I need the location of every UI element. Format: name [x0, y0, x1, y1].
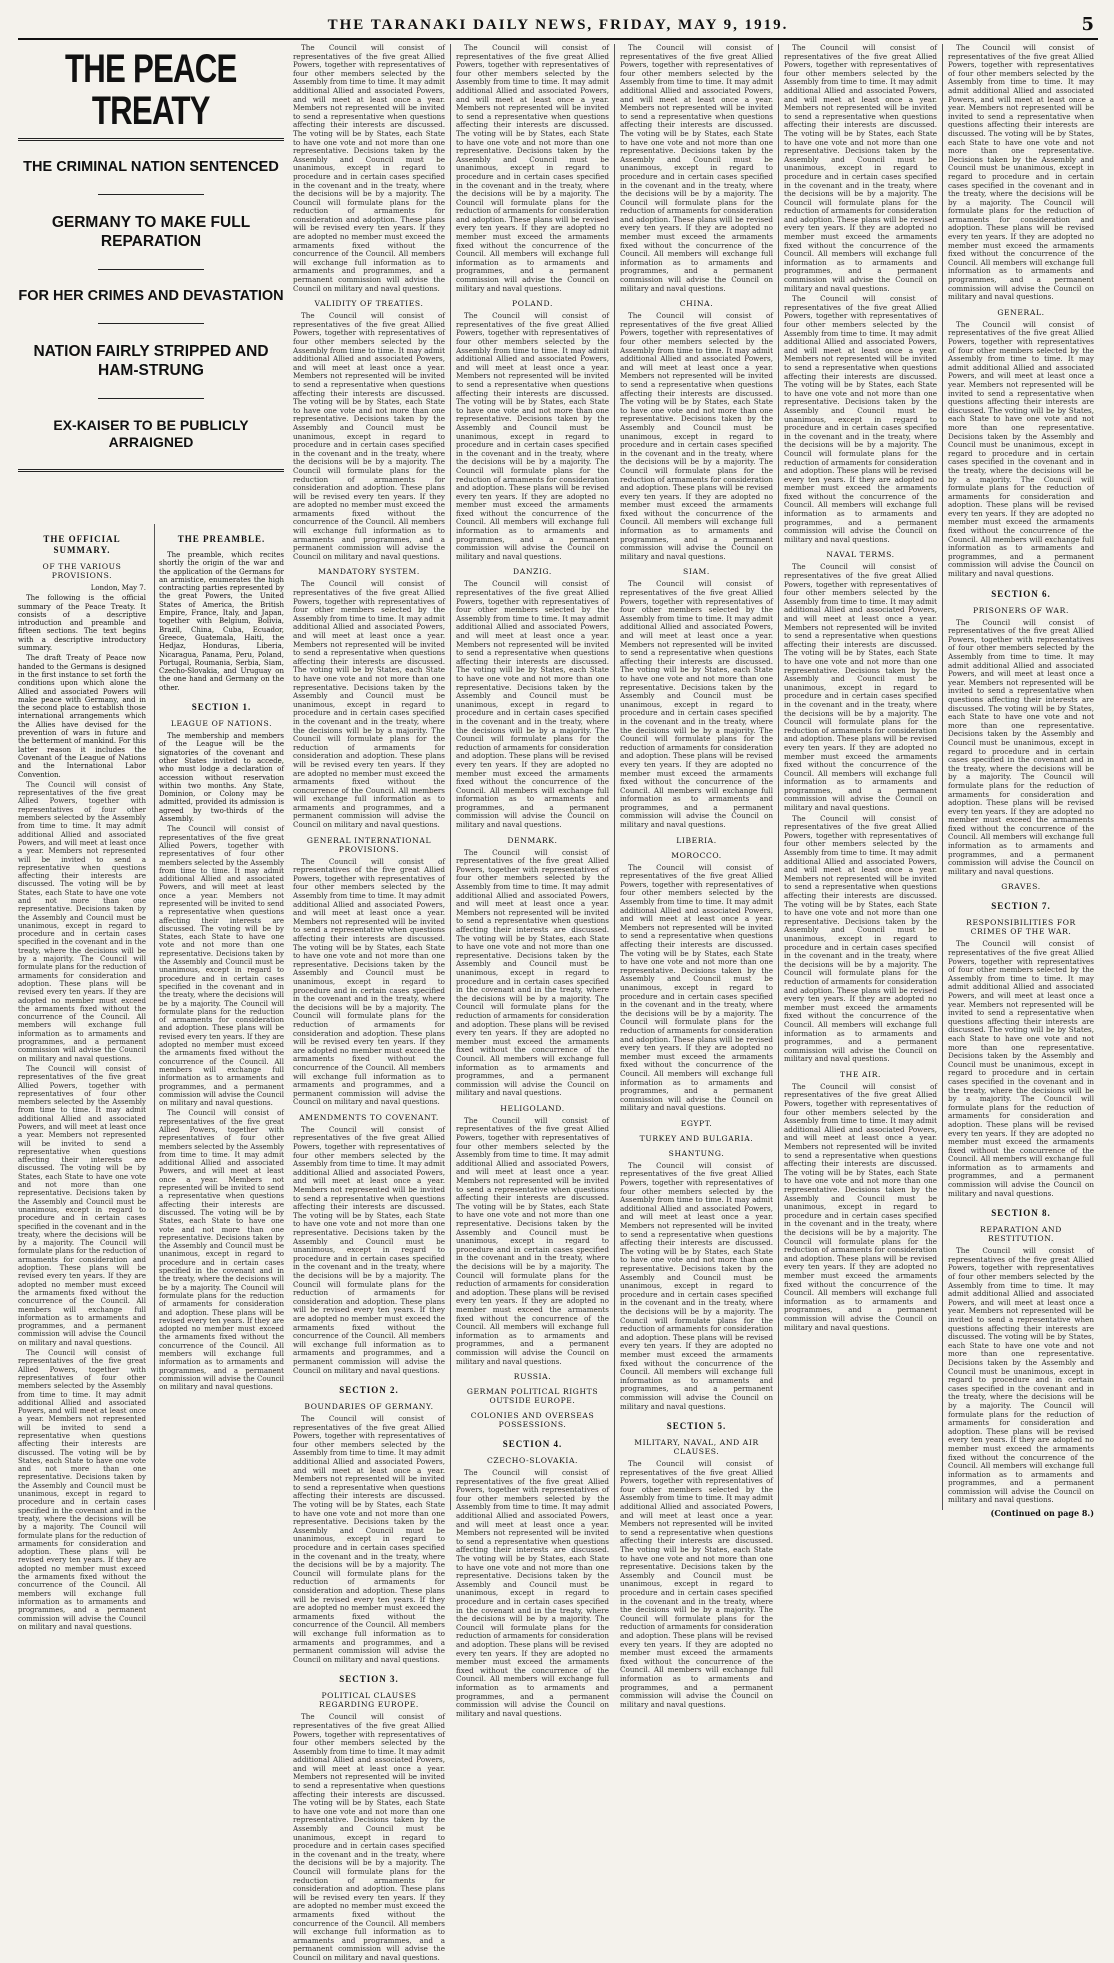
- paragraph: The Council will consist of representatives of the five great Allied Powers, together with representatives of four other members selected by the Assembly from time to time. It may admit additional Allied and associated Powers, and will meet at least once a year. Members not represented will be invited to send a representative when questions affecting their interests are discussed. The voting will be by States, each State to have one vote and not more than one representative. Decisions taken by the Assembly and Council must be unanimous, except in regard to procedure and in certain cases specified in the covenant and in the treaty, where the decisions will be by a majority. The Council will formulate plans for the reduction of armaments for consideration and adoption. These plans will be revised every ten years. If they are adopted no member must exceed the armaments fixed without the concurrence of the Council. All members will exchange full information as to armaments and programmes, and a permanent commission will advise the Council on military and naval questions.: [456, 847, 609, 1098]
- section-heading: REPARATION AND RESTITUTION.: [980, 1225, 1062, 1244]
- paragraph: The Council will consist of representatives of the five great Allied Powers, together with representatives of four other members selected by the Assembly from time to time. It may admit additional Allied and associated Powers, and will meet at least once a year. Members not represented will be invited to send a representative when questions affecting their interests are discussed. The voting will be by States, each State to have one vote and not more than one representative. Decisions taken by the Assembly and Council must be unanimous, except in regard to procedure and in certain cases specified in the covenant and in the treaty, where the decisions will be by a majority. The Council will formulate plans for the reduction of armaments for consideration and adoption. These plans will be revised every ten years. If they are adopted no member must exceed the armaments fixed without the concurrence of the Council. All members will exchange full information as to armaments and programmes, and a permanent commission will advise the Council on military and naval questions.: [456, 1468, 609, 1718]
- section-heading: POLITICAL CLAUSES REGARDING EUROPE.: [319, 1691, 419, 1710]
- section-heading: SECTION 8.: [991, 1208, 1051, 1219]
- preamble-head: THE PREAMBLE.: [177, 534, 266, 544]
- section-heading: NAVAL TERMS.: [826, 550, 895, 560]
- column-3: [288, 43, 450, 1962]
- paragraph: The Council will consist of representatives of the five great Allied Powers, together with representatives of four other members selected by the Assembly from time to time. It may admit additional Allied and associated Powers, and will meet at least once a year. Members not represented will be invited to send a representative when questions affecting their interests are discussed. The voting will be by States, each State to have one vote and not more than one representative. Decisions taken by the Assembly and Council must be unanimous, except in regard to procedure and in certain cases specified in the covenant and in the treaty, where the decisions will be by a majority. The Council will formulate plans for the reduction of armaments for consideration and adoption. These plans will be revised every ten years. If they are adopted no member must exceed the armaments fixed without the concurrence of the Council. All members will exchange full information as to armaments and programmes, and a permanent commission will advise the Council on military and naval questions.: [784, 294, 937, 544]
- section-heading: PRISONERS OF WAR.: [973, 605, 1069, 615]
- paragraph: The Council will consist of representatives of the five great Allied Powers, together with representatives of four other members selected by the Assembly from time to time. It may admit additional Allied and associated Powers, and will meet at least once a year. Members not represented will be invited to send a representative when questions affecting their interests are discussed. The voting will be by States, each State to have one vote and not more than one representative. Decisions taken by the Assembly and Council must be unanimous, except in regard to procedure and in certain cases specified in the covenant and in the treaty, where the decisions will be by a majority. The Council will formulate plans for the reduction of armaments for consideration and adoption. These plans will be revised every ten years. If they are adopted no member must exceed the armaments fixed without the concurrence of the Council. All members will exchange full information as to armaments and programmes, and a permanent commission will advise the Council on military and naval questions.: [620, 43, 773, 293]
- divider: [18, 469, 284, 472]
- sub-headline-5: EX-KAISER TO BE PUBLICLY ARRAIGNED: [53, 417, 249, 450]
- continued-notice: (Continued on page 8.): [990, 1508, 1094, 1519]
- sub-headline-2: GERMANY TO MAKE FULL REPARATION: [51, 214, 251, 250]
- column-5: [614, 43, 778, 1709]
- section-heading: AMENDMENTS TO COVENANT.: [299, 1112, 439, 1122]
- divider: [18, 138, 284, 141]
- divider: [98, 398, 204, 399]
- section-heading: DANZIG.: [513, 567, 552, 577]
- section-heading: CHINA.: [679, 299, 714, 309]
- paragraph: The Council will consist of representatives of the five great Allied Powers, together with representatives of four other members selected by the Assembly from time to time. It may admit additional Allied and associated Powers, and will meet at least once a year. Members not represented will be invited to send a representative when questions affecting their interests are discussed. The voting will be by States, each State to have one vote and not more than one representative. Decisions taken by the Assembly and Council must be unanimous, except in regard to procedure and in certain cases specified in the covenant and in the treaty, where the decisions will be by a majority. The Council will formulate plans for the reduction of armaments for consideration and adoption. These plans will be revised every ten years. If they are adopted no member must exceed the armaments fixed without the concurrence of the Council. All members will exchange full information as to armaments and programmes, and a permanent commission will advise the Council on military and naval questions.: [948, 1246, 1094, 1505]
- section-heading: MOROCCO.: [671, 850, 722, 860]
- divider: [98, 269, 204, 270]
- paragraph: The Council will consist of representatives of the five great Allied Powers, together with representatives of four other members selected by the Assembly from time to time. It may admit additional Allied and associated Powers, and will meet at least once a year. Members not represented will be invited to send a representative when questions affecting their interests are discussed. The voting will be by States, each State to have one vote and not more than one representative. Decisions taken by the Assembly and Council must be unanimous, except in regard to procedure and in certain cases specified in the covenant and in the treaty, where the decisions will be by a majority. The Council will formulate plans for the reduction of armaments for consideration and adoption. These plans will be revised every ten years. If they are adopted no member must exceed the armaments fixed without the concurrence of the Council. All members will exchange full information as to armaments and programmes, and a permanent commission will advise the Council on military and naval questions.: [784, 1081, 937, 1332]
- section-heading: HELIGOLAND.: [500, 1103, 565, 1113]
- paragraph: The Council will consist of representatives of the five great Allied Powers, together with representatives of four other members selected by the Assembly from time to time. It may admit additional Allied and associated Powers, and will meet at least once a year. Members not represented will be invited to send a representative when questions affecting their interests are discussed. The voting will be by States, each State to have one vote and not more than one representative. Decisions taken by the Assembly and Council must be unanimous, except in regard to procedure and in certain cases specified in the covenant and in the treaty, where the decisions will be by a majority. The Council will formulate plans for the reduction of armaments for consideration and adoption. These plans will be revised every ten years. If they are adopted no member must exceed the armaments fixed without the concurrence of the Council. All members will exchange full information as to armaments and programmes, and a permanent commission will advise the Council on military and naval questions.: [293, 311, 445, 561]
- paragraph: The Council will consist of representatives of the five great Allied Powers, together with representatives of four other members selected by the Assembly from time to time. It may admit additional Allied and associated Powers, and will meet at least once a year. Members not represented will be invited to send a representative when questions affecting their interests are discussed. The voting will be by States, each State to have one vote and not more than one representative. Decisions taken by the Assembly and Council must be unanimous, except in regard to procedure and in certain cases specified in the covenant and in the treaty, where the decisions will be by a majority. The Council will formulate plans for the reduction of armaments for consideration and adoption. These plans will be revised every ten years. If they are adopted no member must exceed the armaments fixed without the concurrence of the Council. All members will exchange full information as to armaments and programmes, and a permanent commission will advise the Council on military and naval questions.: [784, 562, 937, 813]
- section-heading: MILITARY, NAVAL, AND AIR CLAUSES.: [634, 1438, 759, 1457]
- section-heading: BOUNDARIES OF GERMANY.: [304, 1402, 434, 1412]
- summary-head: THE OFFICIAL SUMMARY.: [43, 534, 121, 555]
- paragraph: The Council will consist of representatives of the five great Allied Powers, together with representatives of four other members selected by the Assembly from time to time. It may admit additional Allied and associated Powers, and will meet at least once a year. Members not represented will be invited to send a representative when questions affecting their interests are discussed. The voting will be by States, each State to have one vote and not more than one representative. Decisions taken by the Assembly and Council must be unanimous, except in regard to procedure and in certain cases specified in the covenant and in the treaty, where the decisions will be by a majority. The Council will formulate plans for the reduction of armaments for consideration and adoption. These plans will be revised every ten years. If they are adopted no member must exceed the armaments fixed without the concurrence of the Council. All members will exchange full information as to armaments and programmes, and a permanent commission will advise the Council on military and naval questions.: [948, 939, 1094, 1198]
- paragraph: The preamble, which recites shortly the origin of the war and the application of the Germans for an armistice, enumerates the high contracting parties represented by the great Powers, the United States of America, the British Empire, France, Italy, and Japan, together with Belgium, Bolivia, Brazil, China, Cuba, Ecuador, Greece, Guatemala, Haiti, the Hedjaz, Honduras, Liberia, Nicaragua, Panama, Peru, Poland, Portugal, Roumania, Serbia, Siam, Czecho-Slovakia, and Uruguay on the one hand and Germany on the other.: [159, 551, 284, 692]
- section-heading: SECTION 7.: [991, 901, 1051, 912]
- column-2-body: [154, 524, 284, 1510]
- section-heading: SECTION 5.: [666, 1421, 727, 1432]
- column-7: [942, 43, 1098, 1519]
- paragraph: The Council will consist of representatives of the five great Allied Powers, together with representatives of four other members selected by the Assembly from time to time. It may admit additional Allied and associated Powers, and will meet at least once a year. Members not represented will be invited to send a representative when questions affecting their interests are discussed. The voting will be by States, each State to have one vote and not more than one representative. Decisions taken by the Assembly and Council must be unanimous, except in regard to procedure and in certain cases specified in the covenant and in the treaty, where the decisions will be by a majority. The Council will formulate plans for the reduction of armaments for consideration and adoption. These plans will be revised every ten years. If they are adopted no member must exceed the armaments fixed without the concurrence of the Council. All members will exchange full information as to armaments and programmes, and a permanent commission will advise the Council on military and naval questions.: [293, 1414, 445, 1664]
- paragraph: The Council will consist of representatives of the five great Allied Powers, together with representatives of four other members selected by the Assembly from time to time. It may admit additional Allied and associated Powers, and will meet at least once a year. Members not represented will be invited to send a representative when questions affecting their interests are discussed. The voting will be by States, each State to have one vote and not more than one representative. Decisions taken by the Assembly and Council must be unanimous, except in regard to procedure and in certain cases specified in the covenant and in the treaty, where the decisions will be by a majority. The Council will formulate plans for the reduction of armaments for consideration and adoption. These plans will be revised every ten years. If they are adopted no member must exceed the armaments fixed without the concurrence of the Council. All members will exchange full information as to armaments and programmes, and a permanent commission will advise the Council on military and naval questions.: [159, 1109, 284, 1392]
- paragraph: The Council will consist of representatives of the five great Allied Powers, together with representatives of four other members selected by the Assembly from time to time. It may admit additional Allied and associated Powers, and will meet at least once a year. Members not represented will be invited to send a representative when questions affecting their interests are discussed. The voting will be by States, each State to have one vote and not more than one representative. Decisions taken by the Assembly and Council must be unanimous, except in regard to procedure and in certain cases specified in the covenant and in the treaty, where the decisions will be by a majority. The Council will formulate plans for the reduction of armaments for consideration and adoption. These plans will be revised every ten years. If they are adopted no member must exceed the armaments fixed without the concurrence of the Council. All members will exchange full information as to armaments and programmes, and a permanent commission will advise the Council on military and naval questions.: [784, 813, 937, 1064]
- paragraph: The Council will consist of representatives of the five great Allied Powers, together with representatives of four other members selected by the Assembly from time to time. It may admit additional Allied and associated Powers, and will meet at least once a year. Members not represented will be invited to send a representative when questions affecting their interests are discussed. The voting will be by States, each State to have one vote and not more than one representative. Decisions taken by the Assembly and Council must be unanimous, except in regard to procedure and in certain cases specified in the covenant and in the treaty, where the decisions will be by a majority. The Council will formulate plans for the reduction of armaments for consideration and adoption. These plans will be revised every ten years. If they are adopted no member must exceed the armaments fixed without the concurrence of the Council. All members will exchange full information as to armaments and programmes, and a permanent commission will advise the Council on military and naval questions.: [293, 1712, 445, 1962]
- paragraph: The Council will consist of representatives of the five great Allied Powers, together with representatives of four other members selected by the Assembly from time to time. It may admit additional Allied and associated Powers, and will meet at least once a year. Members not represented will be invited to send a representative when questions affecting their interests are discussed. The voting will be by States, each State to have one vote and not more than one representative. Decisions taken by the Assembly and Council must be unanimous, except in regard to procedure and in certain cases specified in the covenant and in the treaty, where the decisions will be by a majority. The Council will formulate plans for the reduction of armaments for consideration and adoption. These plans will be revised every ten years. If they are adopted no member must exceed the armaments fixed without the concurrence of the Council. All members will exchange full information as to armaments and programmes, and a permanent commission will advise the Council on military and naval questions.: [620, 862, 773, 1113]
- paragraph: The Council will consist of representatives of the five great Allied Powers, together with representatives of four other members selected by the Assembly from time to time. It may admit additional Allied and associated Powers, and will meet at least once a year. Members not represented will be invited to send a representative when questions affecting their interests are discussed. The voting will be by States, each State to have one vote and not more than one representative. Decisions taken by the Assembly and Council must be unanimous, except in regard to procedure and in certain cases specified in the covenant and in the treaty, where the decisions will be by a majority. The Council will formulate plans for the reduction of armaments for consideration and adoption. These plans will be revised every ten years. If they are adopted no member must exceed the armaments fixed without the concurrence of the Council. All members will exchange full information as to armaments and programmes, and a permanent commission will advise the Council on military and naval questions.: [18, 1064, 146, 1347]
- paragraph: The Council will consist of representatives of the five great Allied Powers, together with representatives of four other members selected by the Assembly from time to time. It may admit additional Allied and associated Powers, and will meet at least once a year. Members not represented will be invited to send a representative when questions affecting their interests are discussed. The voting will be by States, each State to have one vote and not more than one representative. Decisions taken by the Assembly and Council must be unanimous, except in regard to procedure and in certain cases specified in the covenant and in the treaty, where the decisions will be by a majority. The Council will formulate plans for the reduction of armaments for consideration and adoption. These plans will be revised every ten years. If they are adopted no member must exceed the armaments fixed without the concurrence of the Council. All members will exchange full information as to armaments and programmes, and a permanent commission will advise the Council on military and naval questions.: [948, 43, 1094, 302]
- paragraph: The Council will consist of representatives of the five great Allied Powers, together with representatives of four other members selected by the Assembly from time to time. It may admit additional Allied and associated Powers, and will meet at least once a year. Members not represented will be invited to send a representative when questions affecting their interests are discussed. The voting will be by States, each State to have one vote and not more than one representative. Decisions taken by the Assembly and Council must be unanimous, except in regard to procedure and in certain cases specified in the covenant and in the treaty, where the decisions will be by a majority. The Council will formulate plans for the reduction of armaments for consideration and adoption. These plans will be revised every ten years. If they are adopted no member must exceed the armaments fixed without the concurrence of the Council. All members will exchange full information as to armaments and programmes, and a permanent commission will advise the Council on military and naval questions.: [948, 319, 1094, 579]
- section-1-subhead: LEAGUE OF NATIONS.: [170, 719, 273, 729]
- main-headline: THE PEACE TREATY: [65, 47, 237, 133]
- paragraph: The Council will consist of representatives of the five great Allied Powers, together with representatives of four other members selected by the Assembly from time to time. It may admit additional Allied and associated Powers, and will meet at least once a year. Members not represented will be invited to send a representative when questions affecting their interests are discussed. The voting will be by States, each State to have one vote and not more than one representative. Decisions taken by the Assembly and Council must be unanimous, except in regard to procedure and in certain cases specified in the covenant and in the treaty, where the decisions will be by a majority. The Council will formulate plans for the reduction of armaments for consideration and adoption. These plans will be revised every ten years. If they are adopted no member must exceed the armaments fixed without the concurrence of the Council. All members will exchange full information as to armaments and programmes, and a permanent commission will advise the Council on military and naval questions.: [620, 311, 773, 561]
- column-4: [450, 43, 614, 1718]
- section-heading: SECTION 4.: [502, 1439, 563, 1450]
- paragraph: The Council will consist of representatives of the five great Allied Powers, together with representatives of four other members selected by the Assembly from time to time. It may admit additional Allied and associated Powers, and will meet at least once a year. Members not represented will be invited to send a representative when questions affecting their interests are discussed. The voting will be by States, each State to have one vote and not more than one representative. Decisions taken by the Assembly and Council must be unanimous, except in regard to procedure and in certain cases specified in the covenant and in the treaty, where the decisions will be by a majority. The Council will formulate plans for the reduction of armaments for consideration and adoption. These plans will be revised every ten years. If they are adopted no member must exceed the armaments fixed without the concurrence of the Council. All members will exchange full information as to armaments and programmes, and a permanent commission will advise the Council on military and naval questions.: [18, 780, 146, 1063]
- masthead: [18, 12, 1098, 40]
- section-heading: SECTION 2.: [339, 1385, 399, 1396]
- headline-block: [18, 44, 284, 522]
- section-heading: SIAM.: [683, 567, 710, 577]
- section-heading: GENERAL.: [997, 307, 1045, 317]
- section-heading: LIBERIA.: [676, 835, 717, 845]
- paragraph: The Council will consist of representatives of the five great Allied Powers, together with representatives of four other members selected by the Assembly from time to time. It may admit additional Allied and associated Powers, and will meet at least once a year. Members not represented will be invited to send a representative when questions affecting their interests are discussed. The voting will be by States, each State to have one vote and not more than one representative. Decisions taken by the Assembly and Council must be unanimous, except in regard to procedure and in certain cases specified in the covenant and in the treaty, where the decisions will be by a majority. The Council will formulate plans for the reduction of armaments for consideration and adoption. These plans will be revised every ten years. If they are adopted no member must exceed the armaments fixed without the concurrence of the Council. All members will exchange full information as to armaments and programmes, and a permanent commission will advise the Council on military and naval questions.: [293, 579, 445, 830]
- paragraph: The Council will consist of representatives of the five great Allied Powers, together with representatives of four other members selected by the Assembly from time to time. It may admit additional Allied and associated Powers, and will meet at least once a year. Members not represented will be invited to send a representative when questions affecting their interests are discussed. The voting will be by States, each State to have one vote and not more than one representative. Decisions taken by the Assembly and Council must be unanimous, except in regard to procedure and in certain cases specified in the covenant and in the treaty, where the decisions will be by a majority. The Council will formulate plans for the reduction of armaments for consideration and adoption. These plans will be revised every ten years. If they are adopted no member must exceed the armaments fixed without the concurrence of the Council. All members will exchange full information as to armaments and programmes, and a permanent commission will advise the Council on military and naval questions.: [159, 825, 284, 1108]
- column-1-body: [18, 524, 150, 1631]
- paragraph: The Council will consist of representatives of the five great Allied Powers, together with representatives of four other members selected by the Assembly from time to time. It may admit additional Allied and associated Powers, and will meet at least once a year. Members not represented will be invited to send a representative when questions affecting their interests are discussed. The voting will be by States, each State to have one vote and not more than one representative. Decisions taken by the Assembly and Council must be unanimous, except in regard to procedure and in certain cases specified in the covenant and in the treaty, where the decisions will be by a majority. The Council will formulate plans for the reduction of armaments for consideration and adoption. These plans will be revised every ten years. If they are adopted no member must exceed the armaments fixed without the concurrence of the Council. All members will exchange full information as to armaments and programmes, and a permanent commission will advise the Council on military and naval questions.: [293, 856, 445, 1107]
- paragraph: The Council will consist of representatives of the five great Allied Powers, together with representatives of four other members selected by the Assembly from time to time. It may admit additional Allied and associated Powers, and will meet at least once a year. Members not represented will be invited to send a representative when questions affecting their interests are discussed. The voting will be by States, each State to have one vote and not more than one representative. Decisions taken by the Assembly and Council must be unanimous, except in regard to procedure and in certain cases specified in the covenant and in the treaty, where the decisions will be by a majority. The Council will formulate plans for the reduction of armaments for consideration and adoption. These plans will be revised every ten years. If they are adopted no member must exceed the armaments fixed without the concurrence of the Council. All members will exchange full information as to armaments and programmes, and a permanent commission will advise the Council on military and naval questions.: [620, 1160, 773, 1411]
- columns-area: [18, 43, 1098, 1962]
- paragraph: The following is the official summary of the Peace Treaty. It consists of a descriptive introduction and preamble and fifteen sections. The text begins with a descriptive introductory summary.: [18, 594, 146, 653]
- section-heading: COLONIES AND OVERSEAS POSSESSIONS.: [470, 1411, 595, 1430]
- section-heading: SECTION 3.: [339, 1674, 399, 1685]
- section-heading: GRAVES.: [1001, 882, 1041, 892]
- section-heading: POLAND.: [512, 299, 553, 309]
- section-heading: SECTION 6.: [991, 588, 1051, 599]
- page-number: 5: [1081, 14, 1094, 35]
- paragraph: The Council will consist of representatives of the five great Allied Powers, together with representatives of four other members selected by the Assembly from time to time. It may admit additional Allied and associated Powers, and will meet at least once a year. Members not represented will be invited to send a representative when questions affecting their interests are discussed. The voting will be by States, each State to have one vote and not more than one representative. Decisions taken by the Assembly and Council must be unanimous, except in regard to procedure and in certain cases specified in the covenant and in the treaty, where the decisions will be by a majority. The Council will formulate plans for the reduction of armaments for consideration and adoption. These plans will be revised every ten years. If they are adopted no member must exceed the armaments fixed without the concurrence of the Council. All members will exchange full information as to armaments and programmes, and a permanent commission will advise the Council on military and naval questions.: [784, 43, 937, 293]
- section-1-head: SECTION 1.: [191, 702, 252, 713]
- section-heading: EGYPT.: [680, 1118, 713, 1128]
- paragraph: The Council will consist of representatives of the five great Allied Powers, together with representatives of four other members selected by the Assembly from time to time. It may admit additional Allied and associated Powers, and will meet at least once a year. Members not represented will be invited to send a representative when questions affecting their interests are discussed. The voting will be by States, each State to have one vote and not more than one representative. Decisions taken by the Assembly and Council must be unanimous, except in regard to procedure and in certain cases specified in the covenant and in the treaty, where the decisions will be by a majority. The Council will formulate plans for the reduction of armaments for consideration and adoption. These plans will be revised every ten years. If they are adopted no member must exceed the armaments fixed without the concurrence of the Council. All members will exchange full information as to armaments and programmes, and a permanent commission will advise the Council on military and naval questions.: [456, 1115, 609, 1366]
- paragraph: The Council will consist of representatives of the five great Allied Powers, together with representatives of four other members selected by the Assembly from time to time. It may admit additional Allied and associated Powers, and will meet at least once a year. Members not represented will be invited to send a representative when questions affecting their interests are discussed. The voting will be by States, each State to have one vote and not more than one representative. Decisions taken by the Assembly and Council must be unanimous, except in regard to procedure and in certain cases specified in the covenant and in the treaty, where the decisions will be by a majority. The Council will formulate plans for the reduction of armaments for consideration and adoption. These plans will be revised every ten years. If they are adopted no member must exceed the armaments fixed without the concurrence of the Council. All members will exchange full information as to armaments and programmes, and a permanent commission will advise the Council on military and naval questions.: [620, 1459, 773, 1709]
- paragraph: The Council will consist of representatives of the five great Allied Powers, together with representatives of four other members selected by the Assembly from time to time. It may admit additional Allied and associated Powers, and will meet at least once a year. Members not represented will be invited to send a representative when questions affecting their interests are discussed. The voting will be by States, each State to have one vote and not more than one representative. Decisions taken by the Assembly and Council must be unanimous, except in regard to procedure and in certain cases specified in the covenant and in the treaty, where the decisions will be by a majority. The Council will formulate plans for the reduction of armaments for consideration and adoption. These plans will be revised every ten years. If they are adopted no member must exceed the armaments fixed without the concurrence of the Council. All members will exchange full information as to armaments and programmes, and a permanent commission will advise the Council on military and naval questions.: [18, 1349, 146, 1631]
- paragraph: The Council will consist of representatives of the five great Allied Powers, together with representatives of four other members selected by the Assembly from time to time. It may admit additional Allied and associated Powers, and will meet at least once a year. Members not represented will be invited to send a representative when questions affecting their interests are discussed. The voting will be by States, each State to have one vote and not more than one representative. Decisions taken by the Assembly and Council must be unanimous, except in regard to procedure and in certain cases specified in the covenant and in the treaty, where the decisions will be by a majority. The Council will formulate plans for the reduction of armaments for consideration and adoption. These plans will be revised every ten years. If they are adopted no member must exceed the armaments fixed without the concurrence of the Council. All members will exchange full information as to armaments and programmes, and a permanent commission will advise the Council on military and naval questions.: [456, 579, 609, 830]
- section-heading: RESPONSIBILITIES FOR CRIMES OF THE WAR.: [966, 918, 1076, 937]
- dateline: London, May 7.: [90, 584, 146, 592]
- paragraph: The Council will consist of representatives of the five great Allied Powers, together with representatives of four other members selected by the Assembly from time to time. It may admit additional Allied and associated Powers, and will meet at least once a year. Members not represented will be invited to send a representative when questions affecting their interests are discussed. The voting will be by States, each State to have one vote and not more than one representative. Decisions taken by the Assembly and Council must be unanimous, except in regard to procedure and in certain cases specified in the covenant and in the treaty, where the decisions will be by a majority. The Council will formulate plans for the reduction of armaments for consideration and adoption. These plans will be revised every ten years. If they are adopted no member must exceed the armaments fixed without the concurrence of the Council. All members will exchange full information as to armaments and programmes, and a permanent commission will advise the Council on military and naval questions.: [948, 617, 1094, 876]
- section-heading: DENMARK.: [507, 835, 558, 845]
- summary-subhead: OF THE VARIOUS PROVISIONS.: [42, 562, 122, 580]
- divider: [98, 323, 204, 324]
- paragraph: The membership and members of the League will be the signatories of the covenant and other States invited to accede, who must lodge a declaration of accession without reservation within two months. Any State, Dominion, or Colony may be admitted, provided its admission is agreed by two-thirds of the Assembly.: [159, 732, 284, 824]
- column-6: [778, 44, 942, 1510]
- sub-headline-3: FOR HER CRIMES AND DEVASTATION: [18, 288, 284, 304]
- sub-headline-1: THE CRIMINAL NATION SENTENCED: [23, 159, 279, 175]
- section-heading: TURKEY AND BULGARIA.: [639, 1133, 754, 1143]
- paragraph: The draft Treaty of Peace now handed to the Germans is designed in the first instance to set forth the conditions upon which alone the Allied and associated Powers will make peace with Germany, and in the second place to establish those international arrangements which the Allies have devised for the prevention of wars in future and the betterment of mankind. For this latter reason it includes the Covenant of the League of Nations and the International Labor Convention.: [18, 654, 146, 779]
- section-heading: GENERAL INTERNATIONAL PROVISIONS.: [306, 835, 432, 854]
- section-heading: GERMAN POLITICAL RIGHTS OUTSIDE EUROPE.: [466, 1387, 599, 1406]
- section-heading: THE AIR.: [839, 1069, 882, 1079]
- paragraph: The Council will consist of representatives of the five great Allied Powers, together with representatives of four other members selected by the Assembly from time to time. It may admit additional Allied and associated Powers, and will meet at least once a year. Members not represented will be invited to send a representative when questions affecting their interests are discussed. The voting will be by States, each State to have one vote and not more than one representative. Decisions taken by the Assembly and Council must be unanimous, except in regard to procedure and in certain cases specified in the covenant and in the treaty, where the decisions will be by a majority. The Council will formulate plans for the reduction of armaments for consideration and adoption. These plans will be revised every ten years. If they are adopted no member must exceed the armaments fixed without the concurrence of the Council. All members will exchange full information as to armaments and programmes, and a permanent commission will advise the Council on military and naval questions.: [620, 579, 773, 830]
- divider: [98, 194, 204, 195]
- paragraph: The Council will consist of representatives of the five great Allied Powers, together with representatives of four other members selected by the Assembly from time to time. It may admit additional Allied and associated Powers, and will meet at least once a year. Members not represented will be invited to send a representative when questions affecting their interests are discussed. The voting will be by States, each State to have one vote and not more than one representative. Decisions taken by the Assembly and Council must be unanimous, except in regard to procedure and in certain cases specified in the covenant and in the treaty, where the decisions will be by a majority. The Council will formulate plans for the reduction of armaments for consideration and adoption. These plans will be revised every ten years. If they are adopted no member must exceed the armaments fixed without the concurrence of the Council. All members will exchange full information as to armaments and programmes, and a permanent commission will advise the Council on military and naval questions.: [456, 43, 609, 293]
- section-heading: SHANTUNG.: [668, 1148, 725, 1158]
- masthead-title: THE TARANAKI DAILY NEWS, FRIDAY, MAY 9, 1919.: [327, 16, 789, 33]
- section-heading: RUSSIA.: [513, 1372, 552, 1382]
- sub-headline-4: NATION FAIRLY STRIPPED AND HAM-STRUNG: [33, 343, 269, 379]
- paragraph: The Council will consist of representatives of the five great Allied Powers, together with representatives of four other members selected by the Assembly from time to time. It may admit additional Allied and associated Powers, and will meet at least once a year. Members not represented will be invited to send a representative when questions affecting their interests are discussed. The voting will be by States, each State to have one vote and not more than one representative. Decisions taken by the Assembly and Council must be unanimous, except in regard to procedure and in certain cases specified in the covenant and in the treaty, where the decisions will be by a majority. The Council will formulate plans for the reduction of armaments for consideration and adoption. These plans will be revised every ten years. If they are adopted no member must exceed the armaments fixed without the concurrence of the Council. All members will exchange full information as to armaments and programmes, and a permanent commission will advise the Council on military and naval questions.: [293, 1124, 445, 1375]
- section-heading: CZECHO-SLOVAKIA.: [486, 1456, 579, 1466]
- section-heading: MANDATORY SYSTEM.: [318, 567, 420, 577]
- section-heading: VALIDITY OF TREATIES.: [314, 299, 424, 309]
- paragraph: The Council will consist of representatives of the five great Allied Powers, together with representatives of four other members selected by the Assembly from time to time. It may admit additional Allied and associated Powers, and will meet at least once a year. Members not represented will be invited to send a representative when questions affecting their interests are discussed. The voting will be by States, each State to have one vote and not more than one representative. Decisions taken by the Assembly and Council must be unanimous, except in regard to procedure and in certain cases specified in the covenant and in the treaty, where the decisions will be by a majority. The Council will formulate plans for the reduction of armaments for consideration and adoption. These plans will be revised every ten years. If they are adopted no member must exceed the armaments fixed without the concurrence of the Council. All members will exchange full information as to armaments and programmes, and a permanent commission will advise the Council on military and naval questions.: [456, 311, 609, 561]
- paragraph: The Council will consist of representatives of the five great Allied Powers, together with representatives of four other members selected by the Assembly from time to time. It may admit additional Allied and associated Powers, and will meet at least once a year. Members not represented will be invited to send a representative when questions affecting their interests are discussed. The voting will be by States, each State to have one vote and not more than one representative. Decisions taken by the Assembly and Council must be unanimous, except in regard to procedure and in certain cases specified in the covenant and in the treaty, where the decisions will be by a majority. The Council will formulate plans for the reduction of armaments for consideration and adoption. These plans will be revised every ten years. If they are adopted no member must exceed the armaments fixed without the concurrence of the Council. All members will exchange full information as to armaments and programmes, and a permanent commission will advise the Council on military and naval questions.: [293, 43, 445, 293]
